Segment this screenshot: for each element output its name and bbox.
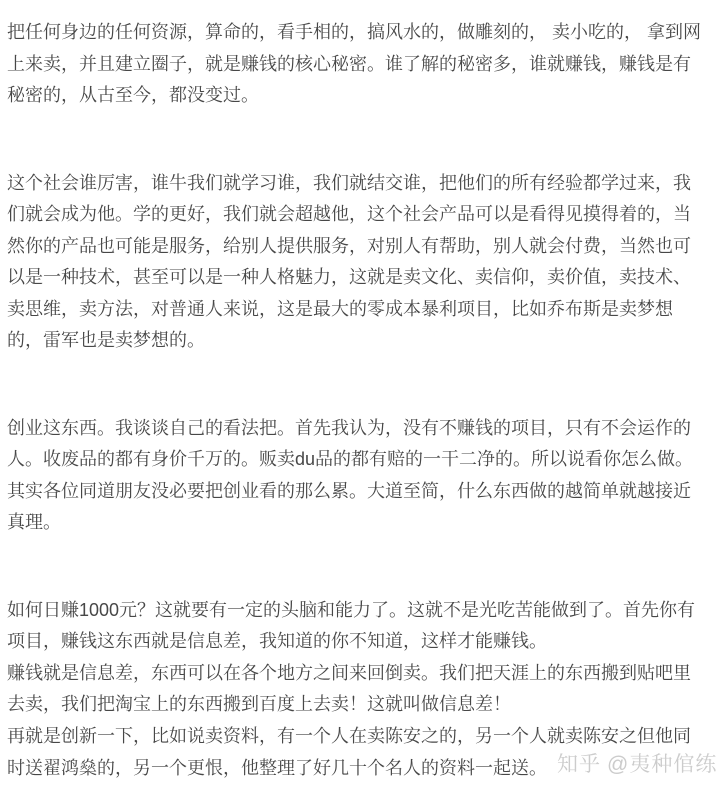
zhihu-watermark — [557, 753, 717, 776]
text-line: 把任何身边的任何资源，算命的，看手相的，搞风水的，做雕刻的， 卖小吃的， 拿到网 — [7, 22, 701, 42]
text-line: 其实各位同道朋友没必要把创业看的那么累。大道至简，什么东西做的越简单就越接近 — [7, 480, 691, 501]
text-line: 的，雷军也是卖梦想的。 — [7, 330, 205, 350]
paragraph — [7, 413, 713, 539]
text-line — [7, 752, 718, 785]
text-line: 如何日赚1000元？这就要有一定的头脑和能力了。这就不是光吃苦能做到了。首先你有 — [7, 599, 696, 620]
text-line: 卖思维，卖方法，对普通人来说，这是最大的零成本暴利项目，比如乔布斯是卖梦想 — [7, 298, 673, 319]
text-line: 创业这东西。我谈谈自己的看法把。首先我认为，没有不赚钱的项目，只有不会运作的 — [7, 417, 691, 438]
text-line: 这个社会谁厉害，谁牛我们就学习谁，我们就结交谁，把他们的所有经验都学过来，我 — [7, 172, 691, 193]
text-line: 人。收废品的都有身价千万的。贩卖du品的都有赔的一干二净的。所以说看你怎么做。 — [7, 449, 694, 469]
paragraph — [7, 595, 713, 658]
text-line: 以是一种技术，甚至可以是一种人格魅力，这就是卖文化、卖信仰，卖价值，卖技术、 — [7, 267, 691, 287]
text-line: 项目，赚钱这东西就是信息差，我知道的你不知道，这样才能赚钱。 — [7, 631, 547, 651]
paragraph — [7, 168, 713, 357]
zhihu-logo-text: 知乎 — [557, 753, 601, 776]
text-line: 再就是创新一下，比如说卖资料，有一个人在卖陈安之的，另一个人就卖陈安之但他同 — [7, 725, 691, 746]
text-line: 们就会成为他。学的更好，我们就会超越他，这个社会产品可以是看得见摸得着的，当 — [7, 204, 691, 224]
paragraph — [7, 721, 718, 785]
watermark-author-handle: @夷种倌练 — [607, 753, 718, 776]
text-line: 赚钱就是信息差，东西可以在各个地方之间来回倒卖。我们把天涯上的东西搬到贴吧里 — [7, 662, 691, 683]
text-line: 真理。 — [7, 512, 61, 532]
text-line-content: 时送翟鸿燊的，另一个更恨，他整理了好几十个名人的资料一起送。 — [7, 758, 547, 778]
text-line: 然你的产品也可能是服务，给别人提供服务，对别人有帮助，别人就会付费，当然也可 — [7, 235, 691, 256]
paragraph — [7, 17, 713, 112]
text-line: 上来卖，并且建立圈子，就是赚钱的核心秘密。谁了解的秘密多，谁就赚钱，赚钱是有 — [7, 53, 691, 74]
paragraph — [7, 658, 713, 721]
text-line: 秘密的，从古至今，都没变过。 — [7, 85, 259, 105]
text-line: 去卖，我们把淘宝上的东西搬到百度上去卖！这就叫做信息差！ — [7, 694, 511, 714]
